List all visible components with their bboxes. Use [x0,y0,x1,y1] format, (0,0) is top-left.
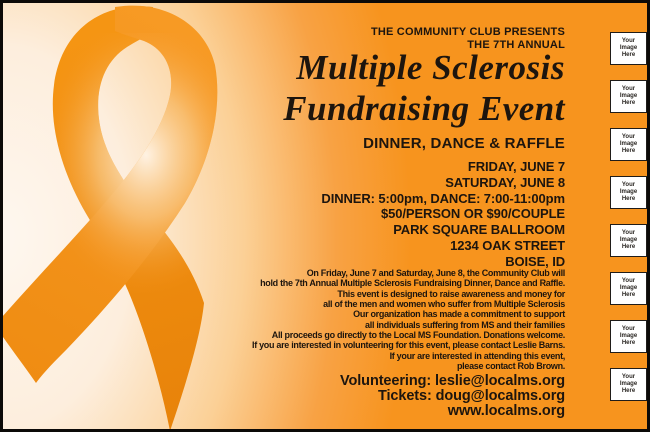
contact-line: Volunteering: leslie@localms.org [340,373,565,389]
description-line: please contact Rob Brown. [456,361,565,372]
placeholder-word: Here [621,387,636,394]
placeholder-word: Your [621,134,636,141]
placeholder-word: Your [621,38,636,45]
placeholder-word: Here [621,147,636,154]
placeholder-word: Image [619,93,638,100]
description-line: If you are interested in volunteering for this event, please contact Leslie Barns. [252,340,565,351]
image-placeholder-box[interactable] [610,128,647,161]
placeholder-word: Here [621,339,636,346]
placeholder-word: Here [621,243,636,250]
placeholder-word: Image [619,141,638,148]
placeholder-word: Image [619,45,638,52]
presenter-line-2: THE 7TH ANNUAL [467,39,565,51]
description-line: all individuals suffering from MS and their families [365,319,565,330]
event-detail-line: 1234 OAK STREET [450,237,565,253]
image-placeholder-box[interactable] [610,224,647,257]
contact-line: www.localms.org [447,403,565,419]
description-line: all of the men and women who suffer from Multiple Sclerosis [323,299,565,310]
placeholder-word: Your [621,374,636,381]
orange-awareness-ribbon-icon [3,3,273,432]
event-detail-line: $50/PERSON OR $90/COUPLE [381,206,565,222]
description-line: hold the 7th Annual Multiple Sclerosis Fundraising Dinner, Dance and Raffle. [260,278,565,289]
image-placeholder-box[interactable] [610,176,647,209]
event-title [283,47,565,129]
image-placeholder-box[interactable] [610,80,647,113]
placeholder-word: Your [621,86,636,93]
event-detail-line: PARK SQUARE BALLROOM [393,222,565,238]
placeholder-word: Here [621,99,636,106]
contact-info [340,374,565,419]
placeholder-word: Your [621,278,636,285]
image-placeholder-box[interactable] [610,320,647,353]
placeholder-word: Image [619,381,638,388]
event-details [321,159,565,270]
description-line: This event is designed to raise awareness and money for [337,288,565,299]
event-title-line-2: Fundraising Event [283,89,565,128]
placeholder-word: Image [619,237,638,244]
description-line: If your are interested in attending this event, [389,350,565,361]
placeholder-word: Here [621,195,636,202]
placeholder-word: Your [621,326,636,333]
description-line: All proceeds go directly to the Local MS Foundation. Donations welcome. [271,330,565,341]
presenter-line-1: THE COMMUNITY CLUB PRESENTS [370,26,565,38]
image-placeholder-box[interactable] [610,272,647,305]
image-placeholder-box[interactable] [610,368,647,401]
placeholder-word: Image [619,333,638,340]
description-line: On Friday, June 7 and Saturday, June 8, the Community Club will [306,268,565,278]
image-placeholder-strip [610,32,647,401]
placeholder-word: Your [621,182,636,189]
placeholder-word: Here [621,291,636,298]
image-placeholder-box[interactable] [610,32,647,65]
event-description [252,268,565,371]
description-line: Our organization has made a commitment to support [353,309,565,320]
event-detail-line: SATURDAY, JUNE 8 [445,174,565,190]
event-detail-line: FRIDAY, JUNE 7 [467,159,565,174]
placeholder-word: Image [619,189,638,196]
placeholder-word: Your [621,230,636,237]
event-detail-line: DINNER: 5:00pm, DANCE: 7:00-11:00pm [321,190,565,206]
placeholder-word: Here [621,51,636,58]
event-detail-line: BOISE, ID [505,253,565,269]
event-title-line-1: Multiple Sclerosis [296,48,565,87]
placeholder-word: Image [619,285,638,292]
event-subtitle: DINNER, DANCE & RAFFLE [363,135,565,152]
contact-line: Tickets: doug@localms.org [377,388,565,404]
